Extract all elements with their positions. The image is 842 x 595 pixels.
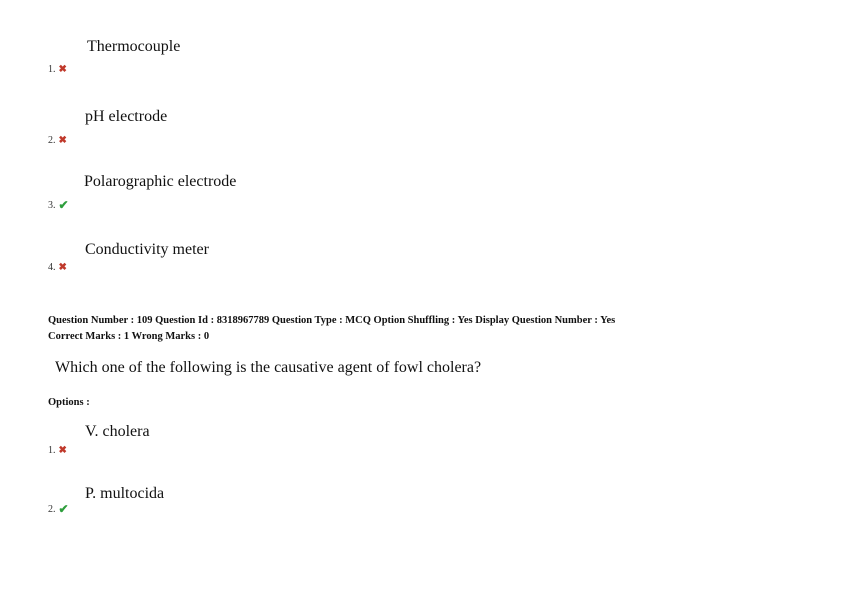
option-number: [48, 445, 67, 456]
option-text: pH electrode: [85, 108, 168, 125]
question-marks: Correct Marks : 1 Wrong Marks : 0: [48, 331, 210, 342]
option-number-label: 1.: [48, 64, 56, 75]
option-number-label: 2.: [48, 135, 56, 146]
option-number: [48, 135, 67, 146]
option-number-label: 2.: [48, 503, 56, 515]
cross-icon: ✖: [58, 444, 67, 456]
option-number: [48, 503, 69, 515]
option-number-label: 4.: [48, 262, 56, 273]
option-number-label: 1.: [48, 445, 56, 456]
cross-icon: ✖: [58, 63, 67, 75]
option-text: V. cholera: [85, 423, 150, 440]
option-number: [48, 64, 67, 75]
option-number-label: 3.: [48, 199, 56, 211]
option-text: P. multocida: [85, 485, 165, 502]
question-text: Which one of the following is the causative agent of fowl cholera?: [55, 359, 482, 376]
cross-icon: ✖: [58, 261, 67, 273]
question-meta: Question Number : 109 Question Id : 8318967789 Question Type : MCQ Option Shuffling : Yes Display Question Number : Yes: [48, 315, 616, 326]
option-text: Polarographic electrode: [84, 173, 237, 190]
options-label: Options :: [48, 397, 90, 408]
check-icon: ✔: [58, 198, 69, 212]
option-number: [48, 262, 67, 273]
option-text: Conductivity meter: [85, 241, 209, 258]
check-icon: ✔: [58, 502, 69, 516]
cross-icon: ✖: [58, 134, 67, 146]
option-number: [48, 199, 69, 211]
option-text: Thermocouple: [87, 38, 181, 55]
